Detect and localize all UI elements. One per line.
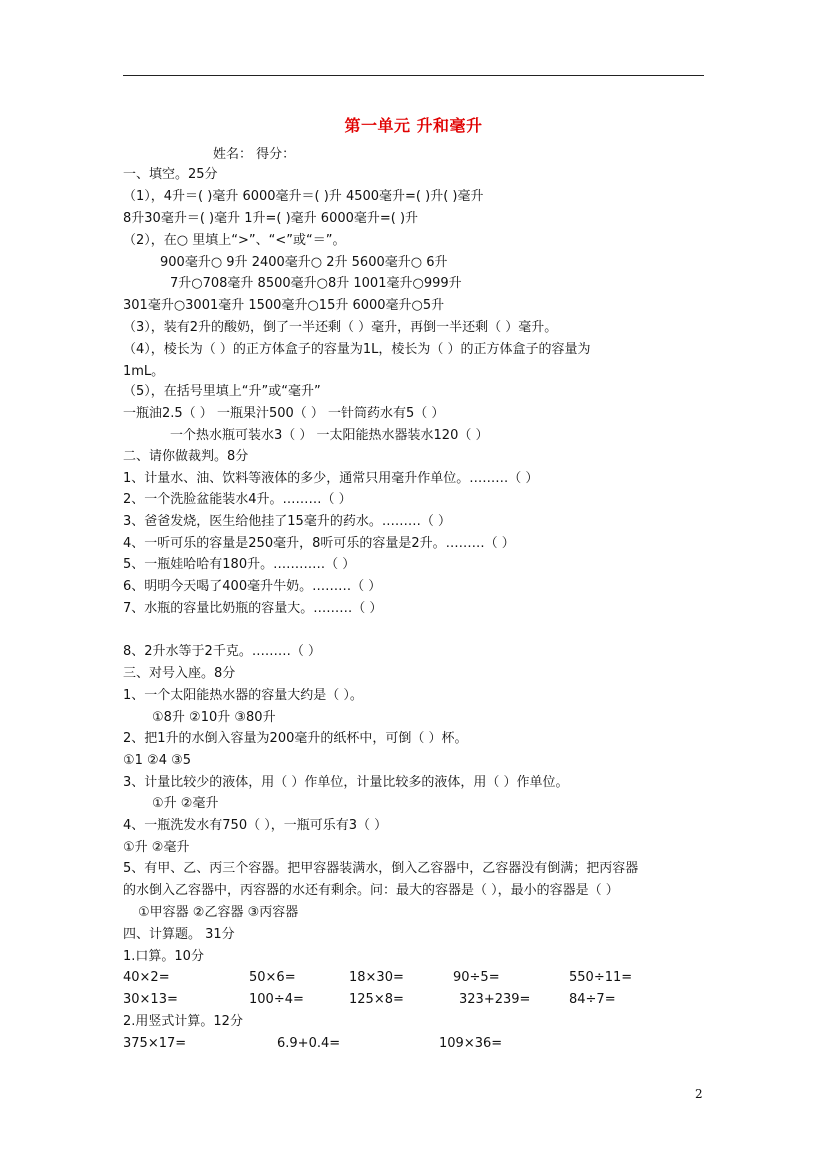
- header-rule: [123, 75, 704, 76]
- text-line: （2），在○ 里填上“>”、“<”或“＝”。: [123, 233, 346, 248]
- text-line: （5），在括号里填上“升”或“毫升”: [123, 384, 321, 399]
- text-line: ①升 ②毫升: [123, 840, 190, 855]
- text-line: 4、一听可乐的容量是250毫升，8听可乐的容量是2升。………（ ）: [123, 536, 515, 551]
- text-line: 一瓶油2.5（ ） 一瓶果汁500（ ） 一针筒药水有5（ ）: [123, 406, 445, 421]
- section-4-heading: 四、计算题。 31分: [123, 927, 235, 942]
- text-line: 5、有甲、乙、丙三个容器。把甲容器装满水，倒入乙容器中，乙容器没有倒满；把丙容器: [123, 861, 639, 876]
- calc-item: 40×2=: [123, 970, 170, 985]
- text-line: 301毫升○3001毫升 1500毫升○15升 6000毫升○5升: [123, 298, 445, 313]
- text-line: 2、把1升的水倒入容量为200毫升的纸杯中，可倒（ ）杯。: [123, 731, 468, 746]
- calc-item: 30×13=: [123, 992, 178, 1007]
- text-line: ①升 ②毫升: [152, 796, 219, 811]
- calc-item: 50×6=: [249, 970, 296, 985]
- text-line: 3、计量比较少的液体，用（ ）作单位，计量比较多的液体，用（ ）作单位。: [123, 775, 569, 790]
- text-line: 4、一瓶洗发水有750（ ），一瓶可乐有3（ ）: [123, 818, 388, 833]
- calc-item: 323+239=: [459, 992, 531, 1007]
- text-line: （4），棱长为（ ）的正方体盒子的容量为1L，棱长为（ ）的正方体盒子的容量为: [123, 342, 591, 357]
- text-line: 7升○708毫升 8500毫升○8升 1001毫升○999升: [170, 276, 462, 291]
- section-3-heading: 三、对号入座。8分: [123, 666, 236, 681]
- text-line: ①8升 ②10升 ③80升: [152, 710, 276, 725]
- text-line: 1、一个太阳能热水器的容量大约是（ ）。: [123, 688, 363, 703]
- text-line: ①1 ②4 ③5: [123, 753, 192, 768]
- text-line: 7、水瓶的容量比奶瓶的容量大。………（ ）: [123, 601, 383, 616]
- text-line: 的水倒入乙容器中，丙容器的水还有剩余。问：最大的容器是（ ），最小的容器是（ ）: [123, 883, 619, 898]
- name-score-line: 姓名： 得分：: [213, 147, 296, 162]
- page-number: 2: [695, 1087, 703, 1101]
- calc-item: 90÷5=: [453, 970, 500, 985]
- calc-item: 100÷4=: [249, 992, 304, 1007]
- text-line: 2.用竖式计算。12分: [123, 1014, 243, 1029]
- text-line: 900毫升○ 9升 2400毫升○ 2升 5600毫升○ 6升: [160, 255, 448, 270]
- calc-item: 6.9+0.4=: [277, 1036, 341, 1051]
- section-2-heading: 二、请你做裁判。8分: [123, 449, 249, 464]
- page-title: 第一单元 升和毫升: [344, 116, 483, 135]
- text-line: 8升30毫升＝( )毫升 1升=( )毫升 6000毫升=( )升: [123, 211, 419, 226]
- text-line: （1），4升＝( )毫升 6000毫升＝( )升 4500毫升=( )升( )毫升: [123, 189, 484, 204]
- text-line: ①甲容器 ②乙容器 ③丙容器: [138, 905, 299, 920]
- text-line: 6、明明今天喝了400毫升牛奶。………（ ）: [123, 579, 382, 594]
- calc-item: 109×36=: [439, 1036, 503, 1051]
- text-line: （3），装有2升的酸奶，倒了一半还剩（ ）毫升，再倒一半还剩（ ）毫升。: [123, 320, 558, 335]
- calc-item: 375×17=: [123, 1036, 187, 1051]
- text-line: 3、爸爸发烧，医生给他挂了15毫升的药水。………（ ）: [123, 514, 451, 529]
- text-line: 1.口算。10分: [123, 949, 204, 964]
- calc-item: 125×8=: [349, 992, 404, 1007]
- calc-item: 550÷11=: [569, 970, 633, 985]
- calc-item: 18×30=: [349, 970, 404, 985]
- text-line: 8、2升水等于2千克。………（ ）: [123, 644, 321, 659]
- section-1-heading: 一、填空。25分: [123, 167, 218, 182]
- text-line: 1、计量水、油、饮料等液体的多少，通常只用毫升作单位。………（ ）: [123, 471, 539, 486]
- text-line: 5、一瓶娃哈哈有180升。…………（ ）: [123, 557, 356, 572]
- text-line: 2、一个洗脸盆能装水4升。………（ ）: [123, 492, 352, 507]
- calc-item: 84÷7=: [569, 992, 616, 1007]
- text-line: 一个热水瓶可装水3（ ） 一太阳能热水器装水120（ ）: [170, 428, 489, 443]
- text-line: 1mL。: [123, 364, 165, 379]
